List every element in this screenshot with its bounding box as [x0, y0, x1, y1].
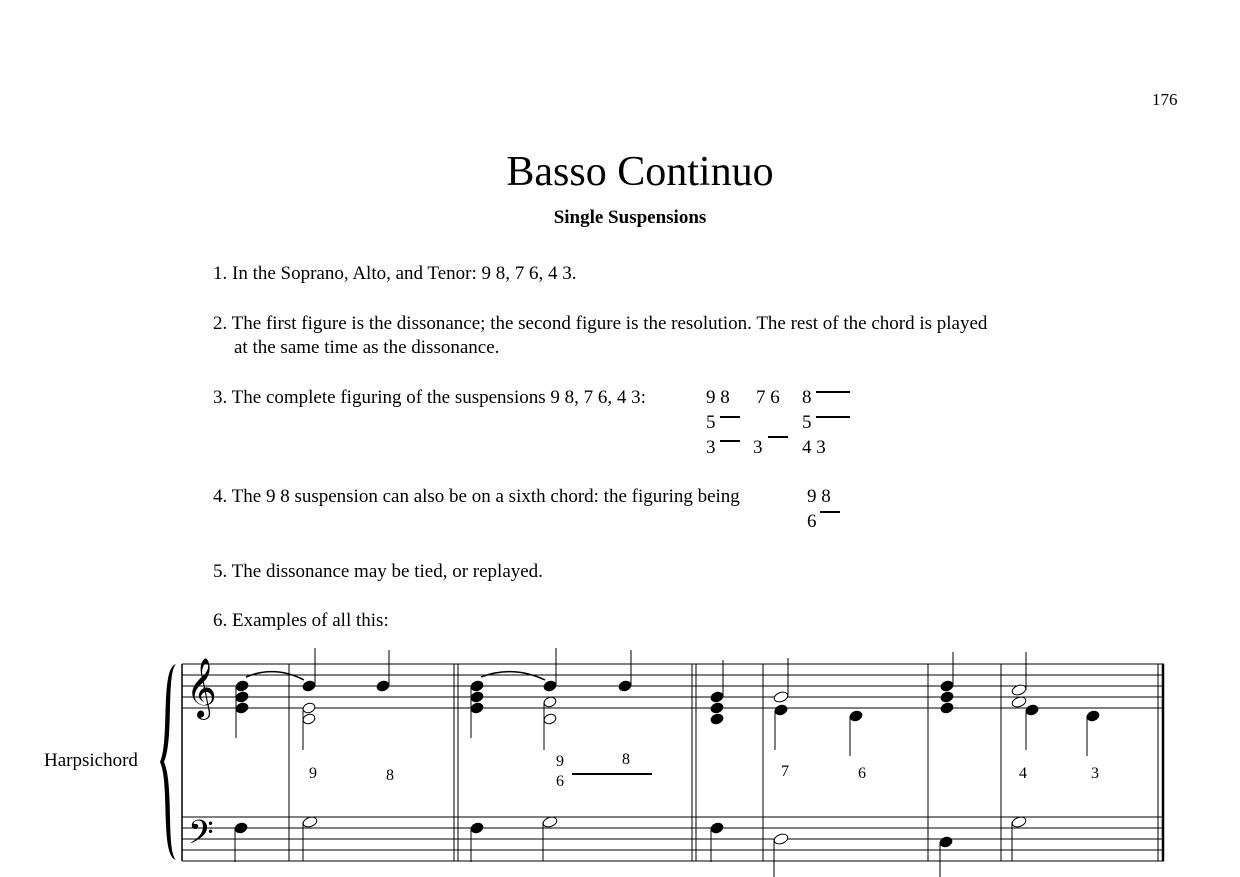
- note: [470, 702, 484, 715]
- note: [470, 822, 484, 835]
- sixth-figure-top: 9 8: [807, 486, 831, 507]
- figured-bass: [309, 751, 1099, 790]
- note: [773, 832, 789, 845]
- bass-figure: 9: [309, 765, 317, 782]
- list-item-6: 6. Examples of all this:: [213, 610, 389, 631]
- treble-clef-icon: 𝄞: [186, 658, 217, 718]
- note: [543, 713, 557, 726]
- figure-col2-bot: 3: [753, 437, 763, 458]
- note: [235, 691, 249, 704]
- figure-col3-top: 8: [802, 387, 812, 408]
- figure-col1-mid: 5: [706, 412, 716, 433]
- note: [940, 702, 954, 715]
- bass-figure: 9: [556, 753, 564, 770]
- note: [940, 680, 954, 693]
- brace-icon: [160, 664, 176, 860]
- note: [235, 680, 249, 693]
- note: [470, 680, 484, 693]
- note: [1011, 683, 1027, 696]
- note: [618, 680, 632, 693]
- figure-col1-bot: 3: [706, 437, 716, 458]
- bass-figure: 6: [858, 765, 866, 782]
- tie: [246, 672, 304, 680]
- note: [234, 822, 248, 835]
- list-item-4: 4. The 9 8 suspension can also be on a sixth chord: the figuring being: [213, 486, 740, 507]
- list-item-1: 1. In the Soprano, Alto, and Tenor: 9 8, 7 6, 4 3.: [213, 263, 577, 284]
- bass-figure: 8: [386, 767, 394, 784]
- note: [710, 822, 724, 835]
- page-title: Basso Continuo: [506, 149, 774, 195]
- note: [1025, 704, 1039, 717]
- note: [710, 691, 724, 704]
- page-number: 176: [1152, 90, 1178, 109]
- note: [939, 836, 953, 849]
- bass-figure: 6: [556, 773, 564, 790]
- note: [302, 680, 316, 693]
- figure-col1-top: 9 8: [706, 387, 730, 408]
- note: [235, 702, 249, 715]
- note: [773, 690, 789, 703]
- page-subtitle: Single Suspensions: [553, 207, 707, 228]
- note: [710, 702, 724, 715]
- note: [710, 713, 724, 726]
- bass-figure: 4: [1019, 765, 1027, 782]
- bass-notes: [234, 815, 1027, 877]
- note: [849, 710, 863, 723]
- instrument-label: Harpsichord: [44, 750, 138, 771]
- figure-col2-top: 7 6: [756, 387, 780, 408]
- note: [543, 696, 557, 709]
- figure-col3-mid: 5: [802, 412, 812, 433]
- list-item-2-continuation: at the same time as the dissonance.: [234, 337, 500, 358]
- note: [302, 713, 316, 726]
- tie: [481, 672, 545, 680]
- note: [470, 691, 484, 704]
- list-item-3: 3. The complete figuring of the suspensions 9 8, 7 6, 4 3:: [213, 387, 646, 408]
- note: [543, 680, 557, 693]
- note: [1086, 710, 1100, 723]
- bass-figure: 8: [622, 751, 630, 768]
- bass-figure: 3: [1091, 765, 1099, 782]
- list-item-5: 5. The dissonance may be tied, or replayed.: [213, 561, 543, 582]
- note: [302, 702, 316, 715]
- bass-figure: 7: [781, 763, 789, 780]
- note: [940, 691, 954, 704]
- list-item-2: 2. The first figure is the dissonance; the second figure is the resolution. The rest of the chord is played: [213, 313, 988, 334]
- note: [774, 704, 788, 717]
- sixth-figure-bot: 6: [807, 511, 817, 532]
- note: [376, 680, 390, 693]
- bass-clef-icon: 𝄢: [188, 814, 214, 860]
- figure-col3-bot: 4 3: [802, 437, 826, 458]
